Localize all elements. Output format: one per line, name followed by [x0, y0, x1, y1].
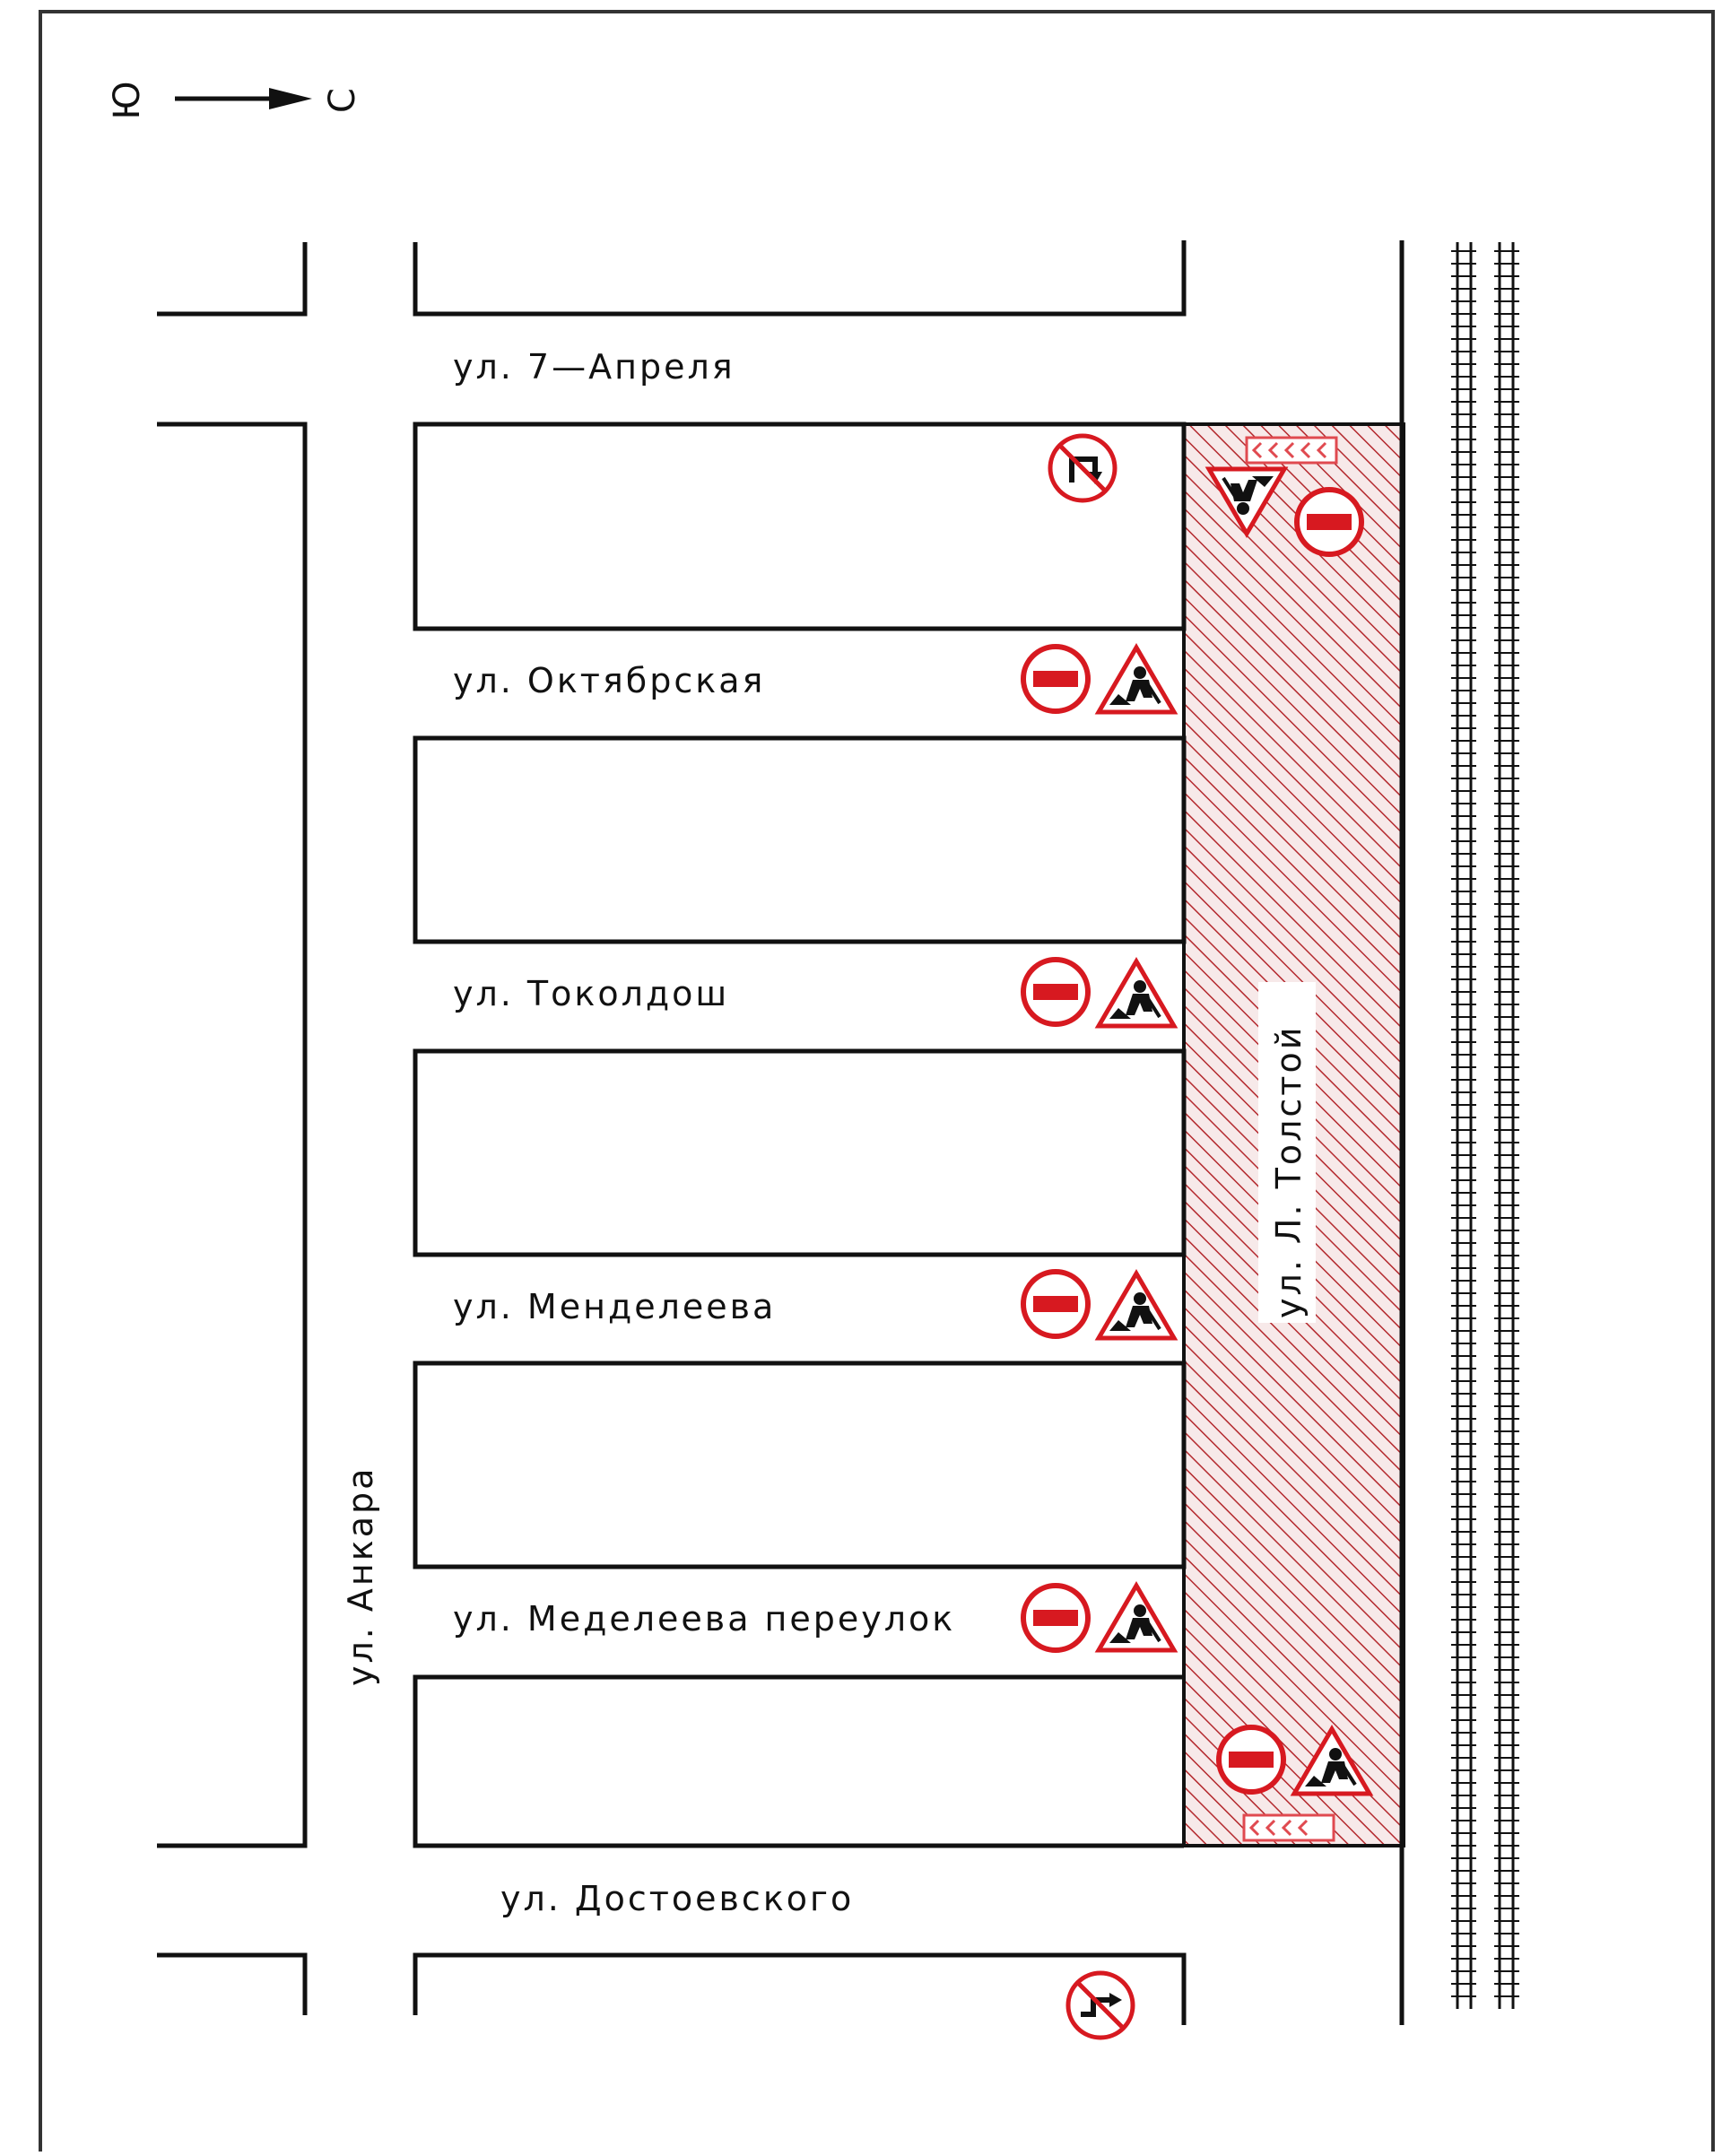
road-barrier-icon	[1244, 1815, 1334, 1840]
street-label-mendeleeva: ул. Менделеева	[453, 1287, 777, 1326]
no-entry-sign-icon	[1297, 490, 1361, 554]
no-left-turn-sign-icon	[1068, 1973, 1133, 2038]
compass-east-letter: С	[322, 88, 363, 113]
road-works-sign-icon	[1099, 1586, 1174, 1650]
north-arrow-icon	[107, 81, 363, 119]
railway-track-icon	[1451, 242, 1519, 2009]
road-barrier-icon	[1247, 438, 1336, 463]
street-label-dostoevskogo: ул. Достоевского	[500, 1879, 855, 1918]
no-entry-sign-icon	[1023, 1586, 1088, 1650]
street-label-oktyabrskaya: ул. Октябрская	[453, 661, 766, 700]
street-label-april7: ул. 7—Апреля	[453, 347, 735, 387]
street-label-ankara: ул. Анкара	[341, 1465, 380, 1686]
no-right-turn-sign-icon	[1050, 436, 1115, 500]
street-label-medeleeva-pereulok: ул. Меделеева переулок	[453, 1599, 956, 1639]
road-works-sign-icon	[1099, 961, 1174, 1026]
no-entry-sign-icon	[1023, 1272, 1088, 1336]
road-works-sign-icon	[1099, 648, 1174, 712]
compass-west-letter: Ю	[107, 81, 148, 120]
ankara-west-kerb	[157, 242, 305, 2015]
no-entry-sign-icon	[1023, 960, 1088, 1024]
city-blocks	[415, 240, 1184, 2025]
no-entry-sign-icon	[1023, 647, 1088, 711]
no-entry-sign-icon	[1219, 1727, 1283, 1792]
street-label-tolstoy: ул. Л. Толстой	[1269, 1024, 1309, 1318]
road-works-sign-icon	[1099, 1274, 1174, 1338]
street-label-tokoldosh: ул. Токолдош	[453, 974, 730, 1013]
